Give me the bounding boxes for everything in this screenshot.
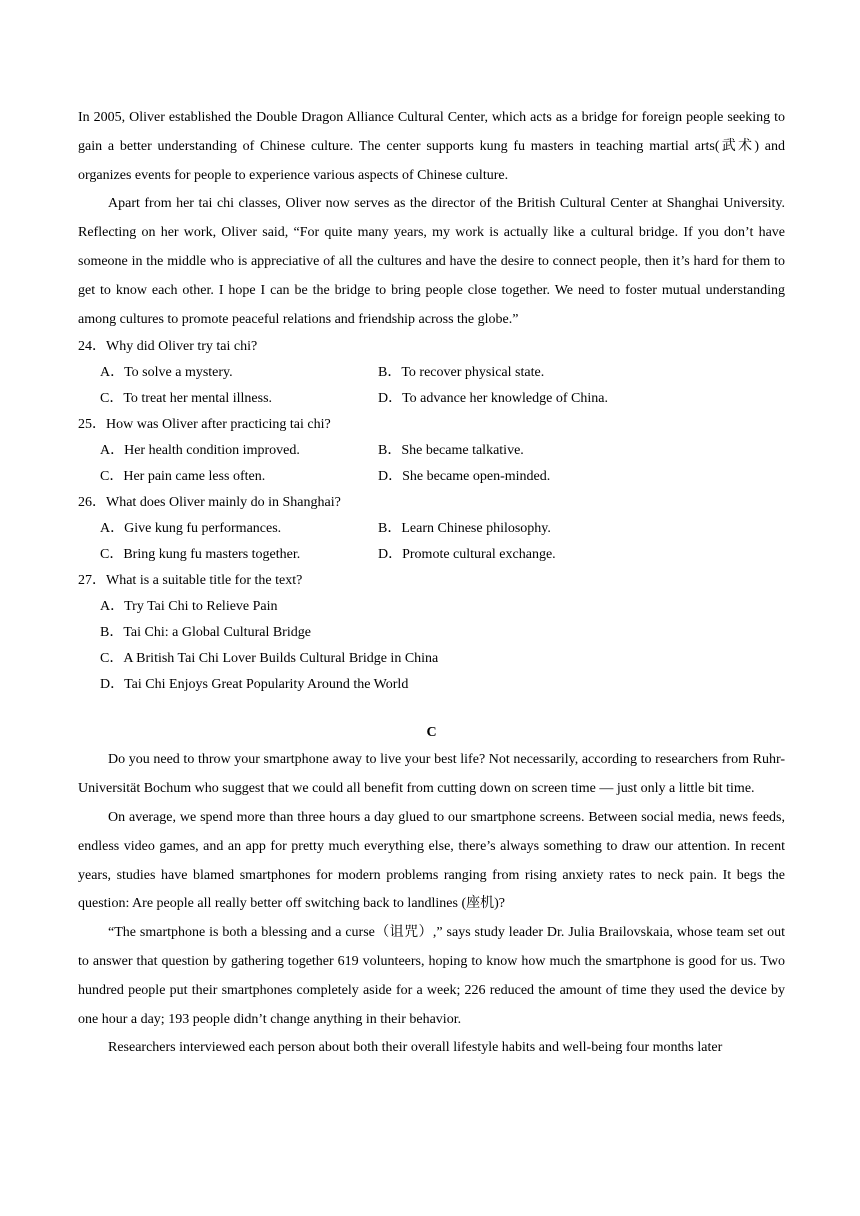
paragraph-study-leader: “The smartphone is both a blessing and a curse（诅咒）,” says study leader Dr. Julia Brailovskaia, whose team set out to answer that question by gathering together 619 volunteers, hoping to know how much the smartphone is good for us. Two hundred people put their smartphones completely aside for a week; 226 reduced the amount of time they used the device by one hour a day; 193 people didn’t change anything in their behavior. <box>78 925 785 1027</box>
question-24-option-c[interactable]: C．To treat her mental illness. <box>100 391 273 407</box>
question-25-option-d[interactable]: D．She became open-minded. <box>378 469 551 485</box>
question-26-option-c[interactable]: C．Bring kung fu masters together. <box>100 547 301 563</box>
question-25-option-c[interactable]: C．Her pain came less often. <box>100 469 266 485</box>
question-26-option-d[interactable]: D．Promote cultural exchange. <box>378 547 556 563</box>
question-26-options-row-1 <box>78 516 785 542</box>
question-24-options-row-2 <box>78 386 785 412</box>
question-25-option-b[interactable]: B．She became talkative. <box>378 443 524 459</box>
paragraph-smartphone-intro: Do you need to throw your smartphone away to live your best life? Not necessarily, according to researchers from Ruhr-Universität Bochum who suggest that we could all benefit from cutting down on screen time — just only a little bit time. <box>78 752 785 797</box>
paragraph-screen-time: On average, we spend more than three hours a day glued to our smartphone screens. Between social media, news feeds, endless video games, and an app for pretty much everything else, there’s always something to draw our attention. In recent years, studies have blamed smartphones for modern problems ranging from rising anxiety rates to neck pain. It begs the question: Are people all really better off switching back to landlines (座机)? <box>78 809 785 912</box>
question-27-stem: 27．What is a suitable title for the text? <box>78 573 303 589</box>
question-24-stem: 24．Why did Oliver try tai chi? <box>78 339 258 355</box>
question-27-option-a[interactable]: A．Try Tai Chi to Relieve Pain <box>100 599 278 615</box>
question-25-stem: 25．How was Oliver after practicing tai chi? <box>78 417 331 433</box>
question-26-options-row-2 <box>78 542 785 568</box>
paragraph-interviews: Researchers interviewed each person about both their overall lifestyle habits and well-being four months later <box>108 1040 723 1056</box>
question-27-option-d[interactable]: D．Tai Chi Enjoys Great Popularity Around the World <box>100 677 409 693</box>
document-page <box>78 104 785 1063</box>
question-26-option-a[interactable]: A．Give kung fu performances. <box>100 521 282 537</box>
question-24-options-row-1 <box>78 360 785 386</box>
question-26-option-b[interactable]: B．Learn Chinese philosophy. <box>378 521 551 537</box>
question-27-option-c[interactable]: C．A British Tai Chi Lover Builds Cultural Bridge in China <box>100 651 439 667</box>
question-25-options-row-1 <box>78 438 785 464</box>
question-26-stem: 26．What does Oliver mainly do in Shanghai? <box>78 495 341 511</box>
question-27-option-b[interactable]: B．Tai Chi: a Global Cultural Bridge <box>100 625 311 641</box>
question-25-option-a[interactable]: A．Her health condition improved. <box>100 443 300 459</box>
question-24-option-d[interactable]: D．To advance her knowledge of China. <box>378 391 608 407</box>
question-24-option-b[interactable]: B．To recover physical state. <box>378 365 545 381</box>
passage-c-title: C <box>426 725 437 741</box>
paragraph-cultural-bridge: Apart from her tai chi classes, Oliver now serves as the director of the British Cultural Center at Shanghai University. Reflecting on her work, Oliver said, “For quite many years, my work is actually like a cultural bridge. If you don’t have someone in the middle who is appreciative of all the cultures and have the desire to connect people, then it’s hard for them to get to know each other. I hope I can be the bridge to bring people close together. We need to foster mutual understanding among cultures to promote peaceful relations and friendship across the globe.” <box>78 196 785 327</box>
question-25-options-row-2 <box>78 464 785 490</box>
paragraph-double-dragon: In 2005, Oliver established the Double Dragon Alliance Cultural Center, which acts as a bridge for foreign people seeking to gain a better understanding of Chinese culture. The center supports kung fu masters in teaching martial arts(武术) and organizes events for people to experience various aspects of Chinese culture. <box>78 110 785 183</box>
question-24-option-a[interactable]: A．To solve a mystery. <box>100 365 233 381</box>
